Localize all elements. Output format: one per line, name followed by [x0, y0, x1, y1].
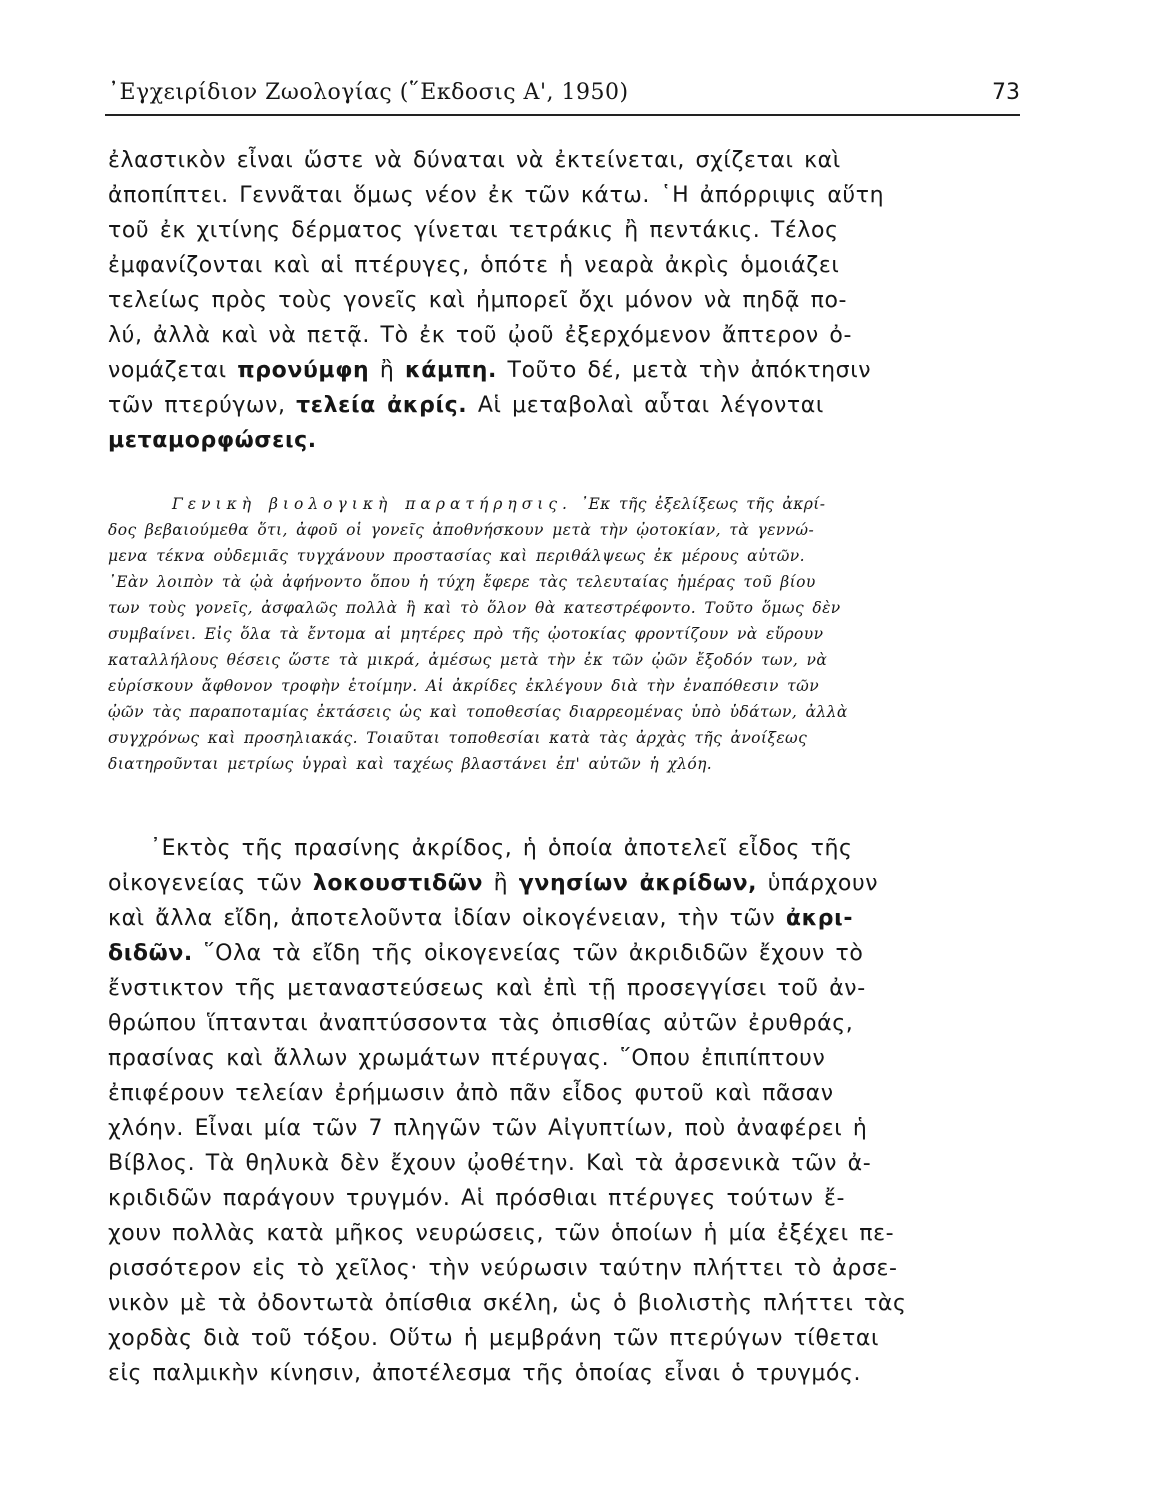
text-line: ρισσότερον εἰς τὸ χεῖλος· τὴν νεύρωσιν ταύτην πλήττει τὸ ἀρσε-	[108, 1256, 898, 1281]
text-run: Αἱ μεταβολαὶ αὗται λέγονται	[467, 393, 824, 418]
text-line	[108, 393, 824, 418]
text-run: καὶ ἄλλα εἴδη, ἀποτελοῦντα ἰδίαν οἰκογένειαν, τὴν τῶν	[108, 906, 786, 931]
text-line: εἰς παλμικὴν κίνησιν, ἀποτέλεσμα τῆς ὁποίας εἶναι ὁ τρυγμός.	[108, 1361, 862, 1386]
text-run: ῞Ολα τὰ εἴδη τῆς οἰκογενείας τῶν ἀκριδιδῶν ἔχουν τὸ	[192, 941, 864, 966]
text-run: Τοῦτο δέ, μετὰ τὴν ἀπόκτησιν	[496, 358, 872, 383]
term-locustidae: λοκουστιδῶν	[312, 871, 484, 896]
note-heading: Γενικὴ βιολογικὴ παρατήρησις.	[172, 495, 572, 513]
text-line: ἀποπίπτει. Γεννᾶται ὅμως νέον ἐκ τῶν κάτω. ῾Η ἀπόρριψις αὕτη	[108, 183, 885, 208]
term-metamorphoses: μεταμορφώσεις.	[108, 428, 317, 453]
text-run: ἢ	[369, 358, 405, 383]
text-line	[108, 358, 871, 383]
text-line: χουν πολλὰς κατὰ μῆκος νευρώσεις, τῶν ὁποίων ἡ μία ἐξέχει πε-	[108, 1221, 895, 1246]
term-adult-locust: τελεία ἀκρίς.	[296, 393, 468, 418]
term-true-locusts: γνησίων ἀκρίδων,	[518, 871, 758, 896]
text-line: χορδὰς διὰ τοῦ τόξου. Οὕτω ἡ μεμβράνη τῶν πτερύγων τίθεται	[108, 1326, 880, 1351]
text-line: νικὸν μὲ τὰ ὀδοντωτὰ ὀπίσθια σκέλη, ὡς ὁ βιολιστὴς πλήττει τὰς	[108, 1291, 907, 1316]
note-line: ᾠῶν τὰς παραποταμίας ἐκτάσεις ὡς καὶ τοποθεσίας διαρρεομένας ὑπὸ ὑδάτων, ἀλλὰ	[108, 703, 848, 721]
note-line: μενα τέκνα οὐδεμιᾶς τυγχάνουν προστασίας καὶ περιθάλψεως ἐκ μέρους αὐτῶν.	[108, 547, 805, 565]
text-line: ἔνστικτον τῆς μεταναστεύσεως καὶ ἐπὶ τῇ προσεγγίσει τοῦ ἀν-	[108, 976, 866, 1001]
term-kampi: κάμπη.	[405, 358, 497, 383]
text-line: τοῦ ἐκ χιτίνης δέρματος γίνεται τετράκις ἢ πεντάκις. Τέλος	[108, 218, 839, 243]
running-header	[108, 70, 1020, 114]
text-line	[108, 871, 878, 896]
book-title: ᾿Εγχειρίδιον Ζωολογίας (῞Εκδοσις Α', 1950)	[108, 80, 629, 105]
text-line	[108, 906, 853, 931]
term-acrididae: ἀκρι-	[785, 906, 854, 931]
text-run: ᾿Εκ τῆς ἐξελίξεως τῆς ἀκρί-	[571, 495, 826, 513]
note-line: των τοὺς γονεῖς, ἀσφαλῶς πολλὰ ἢ καὶ τὸ ὅλον θὰ κατεστρέφοντο. Τοῦτο ὅμως δὲν	[108, 599, 841, 617]
text-run: ὑπάρχουν	[757, 871, 879, 896]
note-line: ᾿Εὰν λοιπὸν τὰ ᾠὰ ἀφήνοντο ὅπου ἡ τύχη ἔφερε τὰς τελευταίας ἡμέρας τοῦ βίου	[108, 573, 816, 591]
text-line	[108, 941, 863, 966]
text-line: ἐμφανίζονται καὶ αἱ πτέρυγες, ὁπότε ἡ νεαρὰ ἀκρὶς ὁμοιάζει	[108, 253, 840, 278]
text-line: τελείως πρὸς τοὺς γονεῖς καὶ ἠμπορεῖ ὄχι μόνον νὰ πηδᾷ πο-	[108, 288, 848, 313]
note-line: διατηροῦνται μετρίως ὑγραὶ καὶ ταχέως βλαστάνει ἐπ' αὐτῶν ἡ χλόη.	[108, 755, 713, 773]
text-run: τῶν πτερύγων,	[108, 393, 297, 418]
text-run: οἰκογενείας τῶν	[108, 871, 313, 896]
text-line: ᾿Εκτὸς τῆς πρασίνης ἀκρίδος, ἡ ὁποία ἀποτελεῖ εἶδος τῆς	[150, 836, 853, 861]
text-run: νομάζεται	[108, 358, 238, 383]
note-line: συμβαίνει. Εἰς ὅλα τὰ ἔντομα αἱ μητέρες πρὸ τῆς ᾠοτοκίας φροντίζουν νὰ εὕρουν	[108, 625, 824, 643]
term-acrididae-end: διδῶν.	[108, 941, 193, 966]
note-line: καταλλήλους θέσεις ὥστε τὰ μικρά, ἀμέσως μετὰ τὴν ἐκ τῶν ᾠῶν ἔξοδόν των, νὰ	[108, 651, 828, 669]
text-line: πρασίνας καὶ ἄλλων χρωμάτων πτέρυγας. ῞Οπου ἐπιπίπτουν	[108, 1046, 826, 1071]
text-line: ἐπιφέρουν τελείαν ἐρήμωσιν ἀπὸ πᾶν εἶδος φυτοῦ καὶ πᾶσαν	[108, 1081, 834, 1106]
text-line	[108, 428, 317, 453]
text-line: λύ, ἀλλὰ καὶ νὰ πετᾷ. Τὸ ἐκ τοῦ ᾠοῦ ἐξερχόμενον ἄπτερον ὀ-	[108, 323, 852, 348]
page-number: 73	[992, 80, 1020, 105]
text-line: ἐλαστικὸν εἶναι ὥστε νὰ δύναται νὰ ἐκτείνεται, σχίζεται καὶ	[108, 148, 841, 173]
note-line: εὑρίσκουν ἄφθονον τροφὴν ἑτοίμην. Αἱ ἀκρίδες ἐκλέγουν διὰ τὴν ἐναπόθεσιν τῶν	[108, 677, 820, 695]
header-rule	[105, 114, 1020, 116]
text-line: κριδιδῶν παράγουν τρυγμόν. Αἱ πρόσθιαι πτέρυγες τούτων ἔ-	[108, 1186, 846, 1211]
text-line: θρώπου ἵπτανται ἀναπτύσσοντα τὰς ὀπισθίας αὐτῶν ἐρυθράς,	[108, 1011, 854, 1036]
text-run: ἢ	[483, 871, 519, 896]
text-line: Βίβλος. Τὰ θηλυκὰ δὲν ἔχουν ᾠοθέτην. Καὶ τὰ ἀρσενικὰ τῶν ἀ-	[108, 1151, 872, 1176]
note-line: δος βεβαιούμεθα ὅτι, ἀφοῦ οἱ γονεῖς ἀποθνήσκουν μετὰ τὴν ᾠοτοκίαν, τὰ γεννώ-	[108, 521, 815, 539]
note-line	[172, 495, 825, 513]
text-line: χλόην. Εἶναι μία τῶν 7 πληγῶν τῶν Αἰγυπτίων, ποὺ ἀναφέρει ἡ	[108, 1116, 868, 1141]
note-line: συγχρόνως καὶ προσηλιακάς. Τοιαῦται τοποθεσίαι κατὰ τὰς ἀρχὰς τῆς ἀνοίξεως	[108, 729, 808, 747]
term-pronymph: προνύμφη	[237, 358, 370, 383]
